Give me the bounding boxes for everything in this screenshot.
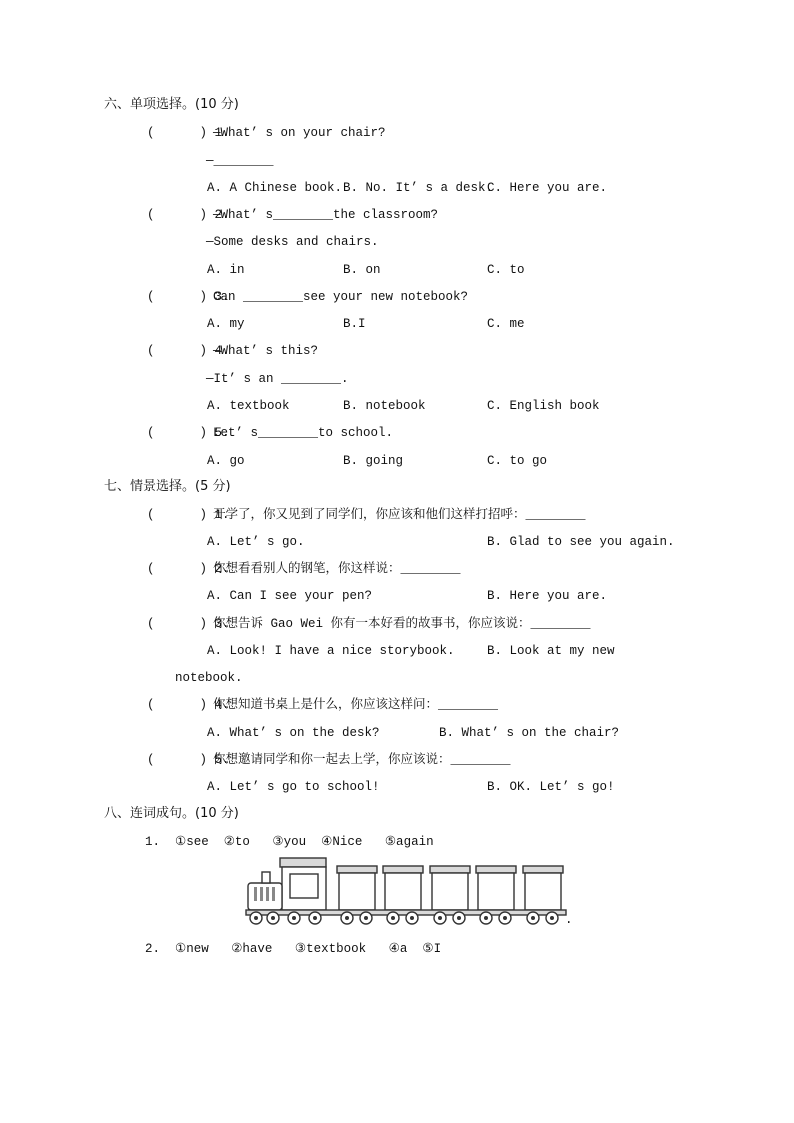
section-8-title: 八、连词成句。(10 分) [104, 806, 239, 821]
carriage-4-roof [476, 866, 516, 873]
s7-q4-option-b: B. What’ s on the chair? [439, 726, 620, 740]
s6-q1-option-c: C. Here you are. [487, 181, 608, 195]
s6-q3-question: Can ________see your new notebook? [213, 290, 469, 304]
s6-q4-option-a: A. textbook [207, 399, 290, 413]
s7-q3-paren: ( ) 3. [147, 617, 230, 631]
carriage-2-roof [383, 866, 423, 873]
s8-item1-words: 1. ①see ②to ③you ④Nice ⑤again [145, 835, 434, 849]
s6-q1-question: —What’ s on your chair? [213, 126, 386, 140]
s7-q5-paren: ( ) 5. [147, 753, 230, 767]
carriage-1 [339, 873, 375, 910]
s6-q4-option-b: B. notebook [343, 399, 426, 413]
s6-q2-question: —What’ s________the classroom? [213, 208, 439, 222]
carriage-5 [525, 873, 561, 910]
s6-q5-option-a: A. go [207, 454, 245, 468]
s6-q2-answer: —Some desks and chairs. [206, 235, 379, 249]
s6-q1-answer-blank: —________ [206, 154, 274, 168]
s7-q5-option-a: A. Let’ s go to school! [207, 780, 380, 794]
s7-q5-question: 你想邀请同学和你一起去上学，你应该说：________ [213, 753, 511, 767]
s6-q4-option-c: C. English book [487, 399, 600, 413]
locomotive-roof [280, 858, 326, 867]
section-6-title: 六、单项选择。(10 分) [104, 97, 239, 112]
s6-q1-option-b: B. No. It’ s a desk. [343, 181, 494, 195]
s7-q1-question: 开学了，你又见到了同学们，你应该和他们这样打招呼：________ [213, 508, 586, 522]
s6-q5-paren: ( ) 5. [147, 426, 230, 440]
s6-q2-option-a: A. in [207, 263, 245, 277]
carriage-3 [432, 873, 468, 910]
carriage-2 [385, 873, 421, 910]
s6-q5-question: Let’ s________to school. [213, 426, 394, 440]
s7-q4-paren: ( ) 4. [147, 698, 230, 712]
s8-item2-words: 2. ①new ②have ③textbook ④a ⑤I [145, 942, 442, 956]
s6-q2-paren: ( ) 2. [147, 208, 230, 222]
s7-q2-option-b: B. Here you are. [487, 589, 608, 603]
locomotive-chimney [262, 872, 270, 883]
s7-q2-question: 你想看看别人的钢笔，你这样说：________ [213, 562, 461, 576]
s7-q3-option-b-continued: notebook. [175, 671, 243, 685]
carriage-4 [478, 873, 514, 910]
carriage-1-roof [337, 866, 377, 873]
s6-q2-option-b: B. on [343, 263, 381, 277]
s7-q1-paren: ( ) 1. [147, 508, 230, 522]
carriage-3-roof [430, 866, 470, 873]
s7-q4-option-a: A. What’ s on the desk? [207, 726, 380, 740]
s6-q3-option-c: C. me [487, 317, 525, 331]
s6-q3-paren: ( ) 3. [147, 290, 230, 304]
s6-q5-option-c: C. to go [487, 454, 548, 468]
s6-q5-option-b: B. going [343, 454, 404, 468]
section-7-title: 七、情景选择。(5 分) [104, 479, 231, 494]
s7-q3-question: 你想告诉 Gao Wei 你有一本好看的故事书，你应该说：________ [213, 617, 591, 631]
s7-q4-question: 你想知道书桌上是什么，你应该这样问：________ [213, 698, 499, 712]
s8-item1-period: . [565, 913, 573, 927]
s6-q4-paren: ( ) 4. [147, 344, 230, 358]
locomotive-window [290, 874, 318, 898]
s7-q1-option-b: B. Glad to see you again. [487, 535, 675, 549]
s6-q3-option-a: A. my [207, 317, 245, 331]
s7-q5-option-b: B. OK. Let’ s go! [487, 780, 615, 794]
s7-q2-paren: ( ) 2. [147, 562, 230, 576]
s7-q2-option-a: A. Can I see your pen? [207, 589, 373, 603]
s7-q1-option-a: A. Let’ s go. [207, 535, 305, 549]
s7-q3-option-b: B. Look at my new [487, 644, 615, 658]
s6-q3-option-b: B.I [343, 317, 366, 331]
train-answer-illustration [244, 857, 574, 929]
s6-q2-option-c: C. to [487, 263, 525, 277]
s6-q1-paren: ( ) 1. [147, 126, 230, 140]
s6-q4-question: —What’ s this? [213, 344, 319, 358]
locomotive-boiler [248, 883, 282, 910]
s6-q4-answer: —It’ s an ________. [206, 372, 349, 386]
s6-q1-option-a: A. A Chinese book. [207, 181, 343, 195]
carriage-5-roof [523, 866, 563, 873]
s7-q3-option-a: A. Look! I have a nice storybook. [207, 644, 455, 658]
